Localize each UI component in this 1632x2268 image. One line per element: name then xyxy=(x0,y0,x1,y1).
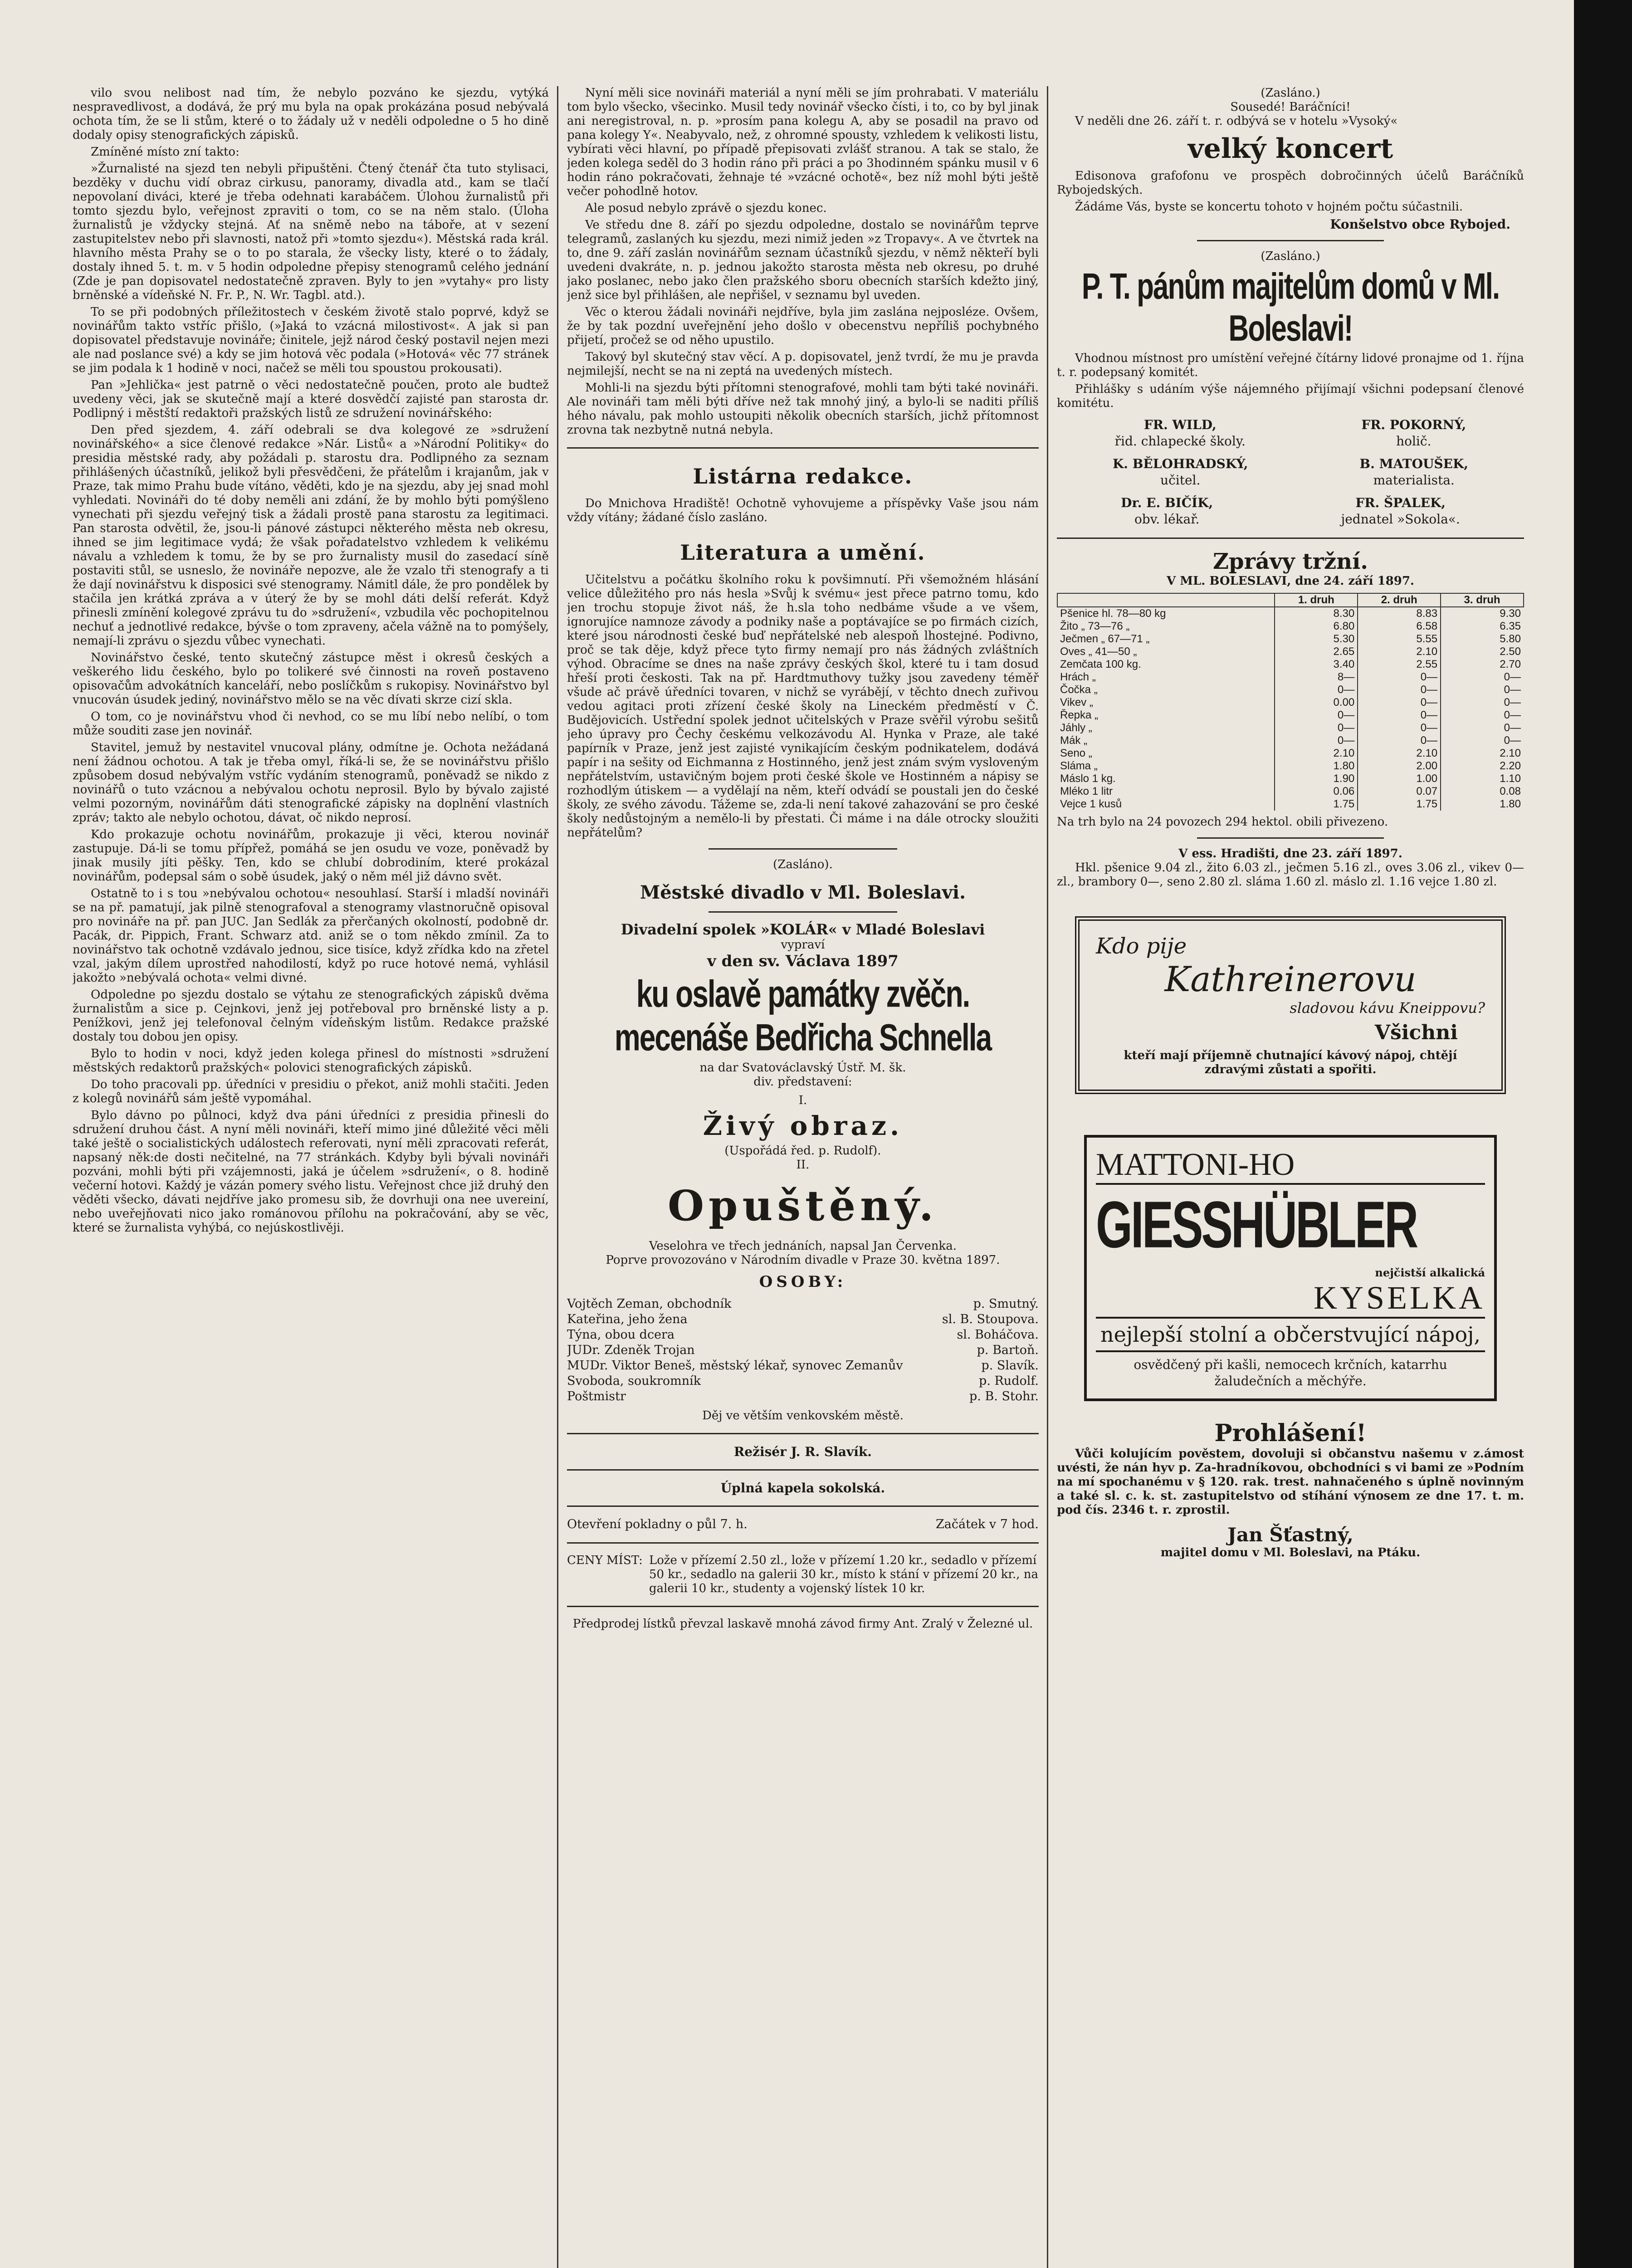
literatura-heading: Literatura a umění. xyxy=(680,540,926,565)
committee-member xyxy=(1115,417,1246,450)
market-price: 0— xyxy=(1441,684,1524,696)
member-role: řid. chlapecké školy. xyxy=(1114,434,1246,449)
article-paragraph: O tom, co je novinářstvu vhod či nevhod, co se mu líbí nebo nelíbí, o tom může souditi zase jen novinář. xyxy=(73,710,549,738)
divider xyxy=(1197,240,1384,241)
article-paragraph: Bylo dávno po půlnoci, když dva páni úředníci z presidia přinesli do sdružení druhou část. A nyní měli novináři, kteří mimo jiné důležité věci měli také ještě o socialistických událostech referovati, nyní měli zpracovati referát, napsaný něk:de dosti nečitelné, na 77 stránkách. Kdyby byli bývali novináři pozváni, mohli býti při vzájemnosti, jaká je účelem »sdružení«, o 8. hodině večerní hotovi. Každý je vázán pomery svého listu. Veřejnost chce již druhý den věděti všecko, dávati nejdříve jako promesu sib, že dovrhuji ona nee uvereiní, nebo uveřejňovati nico jako románovou přílohu na pokračování, aby se věc, které se žurnalista vyhýbá, co nejúskostlivěji. xyxy=(73,1109,549,1235)
divider xyxy=(709,848,897,850)
market-price: 0.07 xyxy=(1358,785,1441,798)
owners-title: P. T. pánům majitelům domů v Ml. Boleslavi! xyxy=(1081,266,1500,349)
market-row xyxy=(1057,760,1524,772)
member-role: učitel. xyxy=(1160,473,1201,488)
market-commodity: Pšenice hl. 78—80 kg xyxy=(1060,607,1166,620)
zaslano-label: (Zasláno). xyxy=(773,858,833,871)
part2-desc: Veselohra ve třech jednáních, napsal Jan Červenka. xyxy=(649,1239,957,1253)
market-price: 2.50 xyxy=(1441,645,1524,658)
market-price: 0— xyxy=(1441,709,1524,722)
signature: Jan Šťastný, xyxy=(1227,1524,1353,1546)
market-price: 5.55 xyxy=(1358,633,1441,645)
market-commodity: Oves „ 41—50 „ xyxy=(1060,645,1137,658)
theatre-div: div. představení: xyxy=(753,1075,852,1089)
member-name: Dr. E. BIČÍK, xyxy=(1121,495,1213,510)
market-price: 0— xyxy=(1275,722,1358,734)
committee-row xyxy=(1057,456,1524,489)
market-row xyxy=(1057,607,1524,620)
committee-member xyxy=(1361,417,1466,450)
market-price: 0.08 xyxy=(1441,785,1524,798)
market-price: 6.35 xyxy=(1441,620,1524,633)
member-role: holič. xyxy=(1396,434,1432,449)
cast-role: Poštmistr xyxy=(567,1389,626,1403)
zacatek: Začátek v 7 hod. xyxy=(936,1517,1039,1531)
market-price: 1.75 xyxy=(1275,798,1358,811)
market-price: 0— xyxy=(1358,671,1441,684)
market-price: 0— xyxy=(1358,709,1441,722)
theatre-society: Divadelní spolek »KOLÁR« v Mladé Boleslavi xyxy=(621,921,985,938)
part1-title: Živý obraz. xyxy=(703,1110,903,1141)
market-price: 8.30 xyxy=(1275,607,1358,620)
mattoni-slogan: nejlepší stolní a občerstvující nápoj, xyxy=(1096,1317,1485,1352)
market-commodity: Čočka „ xyxy=(1060,684,1098,696)
market-price: 0— xyxy=(1275,709,1358,722)
market-price: 0— xyxy=(1358,696,1441,709)
mattoni-ad xyxy=(1084,1135,1497,1401)
market-header xyxy=(1057,593,1275,607)
member-name: FR. ŠPALEK, xyxy=(1355,495,1446,510)
market-price: 0— xyxy=(1358,722,1441,734)
committee-member xyxy=(1121,495,1213,528)
mattoni-text: osvědčený při kašli, nemocech krčních, katarrhu žaludečních a měchýře. xyxy=(1134,1357,1447,1388)
column-3 xyxy=(1057,86,1524,2268)
cast-role: JUDr. Zdeněk Trojan xyxy=(567,1343,695,1357)
ceny-text: Lože v přízemí 2.50 zl., lože v přízemí 1.20 kr., sedadlo v přízemí 50 kr., sedadlo na galerii 30 kr., místo k stání v přízemí 20 kr., na galerii 10 kr., studenty a vojenský lístek 10 kr. xyxy=(649,1554,1039,1595)
market-price: 0— xyxy=(1358,734,1441,747)
mattoni-tag: nejčistší alkalická xyxy=(1375,1266,1485,1279)
theatre-vypravi: vypraví xyxy=(781,938,825,952)
market-commodity: Vejce 1 kusů xyxy=(1060,798,1122,810)
market-row xyxy=(1057,671,1524,684)
market-price: 0— xyxy=(1441,696,1524,709)
prices xyxy=(567,1554,1039,1596)
market-price: 5.80 xyxy=(1441,633,1524,645)
article-paragraph: Pan »Jehlička« jest patrně o věci nedostatečně poučen, proto ale budtež uvedeny věci, jak se skutečně mají a které dosvědčí zajisté pan starosta dr. Podlipný i městští redaktoři pražských listů ze sdružení novinářského: xyxy=(73,378,549,420)
market-price: 8.83 xyxy=(1358,607,1441,620)
mattoni-kyselka: KYSELKA xyxy=(1314,1280,1485,1316)
market-price: 2.10 xyxy=(1358,747,1441,760)
market-price: 1.75 xyxy=(1358,798,1441,811)
market-price: 2.70 xyxy=(1441,658,1524,671)
coffee-line2: sladovou kávu Kneippovu? xyxy=(1290,999,1485,1017)
part1-sub: (Uspořádá řed. p. Rudolf). xyxy=(724,1144,881,1158)
market-commodity: Řepka „ xyxy=(1060,709,1099,721)
coffee-all: Všichni xyxy=(1374,1021,1458,1044)
time-row xyxy=(567,1517,1039,1532)
committee-row xyxy=(1057,417,1524,450)
market-subtitle: V ML. BOLESLAVI, dne 24. září 1897. xyxy=(1167,574,1414,588)
cast-row xyxy=(567,1389,1039,1404)
market-commodity: Žito „ 73—76 „ xyxy=(1060,620,1130,632)
theatre-dar: na dar Svatováclavský Ústř. M. šk. xyxy=(699,1061,906,1075)
divider xyxy=(567,1433,1039,1434)
article-paragraph: To se při podobných příležitostech v českém životě stalo poprvé, když se novinářům takto vstříc přišlo, (»Jaká to vzácná milostivost«. A jak si pan dopisovatel představuje novináře; činitele, jejž národ český postavil nejen mezi ale nad poslance své) a kdy se jim hotová věc podala (»Hotová« věc 77 stránek se jim podala k 1 hodině v noci, načež se měli tou spoustou prokousati). xyxy=(73,305,549,375)
member-name: FR. POKORNÝ, xyxy=(1361,417,1466,432)
divider xyxy=(567,1542,1039,1544)
column-divider xyxy=(1047,86,1048,2268)
member-name: B. MATOUŠEK, xyxy=(1359,456,1469,471)
market-commodity: Seno „ xyxy=(1060,747,1092,759)
zaslano-label: (Zasláno.) xyxy=(1261,249,1320,263)
market-row xyxy=(1057,684,1524,696)
cast-actor: p. B. Stohr. xyxy=(969,1389,1039,1403)
theatre-date: v den sv. Václava 1897 xyxy=(707,952,899,970)
article-paragraph: Ale posud nebylo zprávě o sjezdu konec. xyxy=(585,201,827,215)
cast-row xyxy=(567,1343,1039,1358)
committee-member xyxy=(1359,456,1468,489)
theatre-title: Městské divadlo v Ml. Boleslavi. xyxy=(640,882,966,903)
column-2 xyxy=(567,86,1039,2268)
market-price: 0— xyxy=(1441,722,1524,734)
market-header: 1. druh xyxy=(1275,593,1358,607)
market-price: 6.58 xyxy=(1358,620,1441,633)
column-2-article xyxy=(567,86,1039,437)
article-paragraph: Zmíněné místo zní takto: xyxy=(91,145,239,159)
cast-role: Týna, obou dcera xyxy=(567,1328,675,1342)
kapela: Úplná kapela sokolská. xyxy=(720,1481,885,1496)
article-paragraph: Odpoledne po sjezdu dostalo se výtahu ze stenografických zápisků dvěma žurnalistům a sice p. Cejnkovi, jenž jej potřeboval pro brněnské listy a p. Penížkovi, jenž jej telefonoval čelným vídeňským listům. Redakce pražské dostaly tou dobou jen opisy. xyxy=(73,988,549,1044)
market-price: 0— xyxy=(1441,734,1524,747)
divider xyxy=(1197,837,1384,839)
market-price: 2.20 xyxy=(1441,760,1524,772)
market-table xyxy=(1057,593,1524,811)
divider xyxy=(567,447,1039,449)
market-title: Zprávy tržní. xyxy=(1212,549,1368,574)
market-price: 2.10 xyxy=(1441,747,1524,760)
market-price: 2.55 xyxy=(1358,658,1441,671)
market-commodity: Zemčata 100 kg. xyxy=(1060,658,1141,670)
market-price: 1.80 xyxy=(1275,760,1358,772)
cast-role: Svoboda, soukromník xyxy=(567,1374,701,1388)
article-paragraph: »Žurnalisté na sjezd ten nebyli připuštěni. Čtený čtenář čta tuto stylisaci, bezděky v duchu vidí obraz cirkusu, panoramy, divadla atd., kam se tlačí nepovolaní diváci, které je třeba odehnati karabáčem. Úlohou žurnalistů při tomto sjezdu bylo, veřejnost zpraviti o tom, co se na něm stalo. (Úloha žurnalistů je vždycky stejná. Ať na sněmě nebo na táboře, at v sezení zastupitelstev nebo při slavnosti, natož při »tomto sjezdu«). Městská rada král. hlavního města Prahy se o to po starala, že všecky listy, které o to žádaly, dostaly ihned 5. t. m. v 5 hodin odpoledne přepisy stenogramů celého jednání (Zde je pan dopisovatel nedostatečně zpraven. Byly to jen »vytahy« pro listy brněnské a vídeňské N. Fr. P., N. Wr. Tagbl. atd.). xyxy=(73,162,549,302)
part2-title: Opuštěný. xyxy=(668,1181,938,1230)
market-row xyxy=(1057,658,1524,671)
market-price: 3.40 xyxy=(1275,658,1358,671)
market-price: 0— xyxy=(1441,671,1524,684)
article-paragraph: vilo svou nelibost nad tím, že nebylo pozváno ke sjezdu, vytýká nespravedlivost, a dodává, že prý mu byla na opak prokázána posud nebývalá ochota tím, že se li stům, které o to žádaly už v neděli odpoledne o 5 ho dině dodaly opisy stenografických zápisků. xyxy=(73,86,549,142)
market-row xyxy=(1057,734,1524,747)
market-commodity: Vikev „ xyxy=(1060,696,1093,709)
market-price: 0— xyxy=(1358,684,1441,696)
market-row xyxy=(1057,620,1524,633)
market-row xyxy=(1057,747,1524,760)
prohlaseni-text: Vůči kolujícím pověstem, dovoluji si občanstvu našemu v z.ámost uvésti, že nán hyv p. Za-hradníkovou, obchodníci s vi bami ze »Podním na mí spochanému v § 120. rak. trest. nahnačeného s úplně novinným a také sl. c. k. st. zastupitelstvo od stíhání výnosem ze dne 17. t. m. pod čís. 2346 t. r. zprostil. xyxy=(1057,1447,1524,1517)
theatre-occasion: ku oslavě památky zvěčn. mecenáše Bedřicha Schnella xyxy=(614,973,992,1059)
market-price: 2.10 xyxy=(1275,747,1358,760)
market-commodity: Ječmen „ 67—71 „ xyxy=(1060,633,1150,645)
zaslano-label: (Zasláno.) xyxy=(1261,86,1320,100)
kathreiner-ad xyxy=(1075,916,1506,1094)
market-price: 0— xyxy=(1275,684,1358,696)
market-price: 0.06 xyxy=(1275,785,1358,798)
divider xyxy=(1057,538,1524,539)
konselstvo: Konšelstvo obce Rybojed. xyxy=(1330,217,1510,232)
member-name: K. BĚLOHRADSKÝ, xyxy=(1112,456,1248,471)
article-paragraph: Ostatně to i s tou »nebývalou ochotou« nesouhlasí. Starší i mladší novináři se na př. pamatují, jak pilně stenografoval a stenogramy vlastnoručně opisoval pro novináře na př. pan JUC. Jan Sedlák za přerčaných okolností, podobně dr. Pacák, dr. Pippich, Frant. Schwarz atd. aniž se o tom někdo zmínil. Za to novinářstvo tak ochotně vzdávalo jednou, sice tisíce, když zřídka kdo na zřetel vzal, jakým dílem uprostřed nahodilostí, když po ruce hotové nemá, vyhlásil jakožto »nebývalá ochota« velmi divné. xyxy=(73,887,549,985)
part2-number: II. xyxy=(796,1158,810,1172)
market-row xyxy=(1057,785,1524,798)
market-commodity: Mák „ xyxy=(1060,734,1087,747)
divider xyxy=(567,1606,1039,1607)
osoby-title: OSOBY: xyxy=(759,1273,847,1291)
scan-edge xyxy=(1574,0,1632,2268)
coffee-line1: Kdo pije xyxy=(1096,934,1187,959)
article-paragraph: Mohli-li na sjezdu býti přítomni stenografové, mohli tam býti také novináři. Ale novináři tam měli býti dříve než tak mnohý jiný, a bylo-li se naditi příliš hého návalu, pak mohlo ustoupiti několik obecních starších, jichž přítomnost zrovna tak nezbytně nutná nebyla. xyxy=(567,381,1039,437)
market-price: 0.00 xyxy=(1275,696,1358,709)
cast-actor: p. Smutný. xyxy=(973,1297,1039,1311)
market-header: 2. druh xyxy=(1358,593,1441,607)
article-paragraph: Stavitel, jemuž by nestavitel vnucoval plány, odmítne je. Ochota nežádaná není žádnou ochotou. A tak je třeba omyl, říká-li se, že se novinářstvu přišlo způsobem dosud nebývalým vstříc vydáním stenogramů, poněvadž se nikdo z novinářů o tuto vzácnou a nebývalou ochotu neprosil. Bylo by bývalo zajisté velmi pozorným, novinářům dáti stenografické zápisky na doplnění vlastních zpráv; takto ale nebylo ochotou, dávat, oč nikdo neprosí. xyxy=(73,741,549,825)
committee-member xyxy=(1113,456,1248,489)
cast-actor: p. Rudolf. xyxy=(979,1374,1039,1388)
koncert-text: Edisonova grafofonu ve prospěch dobročinných účelů Baráčníků Rybojedských. xyxy=(1057,169,1524,197)
signature-role: majitel domu v Ml. Boleslavi, na Ptáku. xyxy=(1160,1546,1421,1559)
market-row xyxy=(1057,722,1524,734)
cast-row xyxy=(567,1327,1039,1343)
article-paragraph: Ve středu dne 8. září po sjezdu odpoledne, dostalo se novinářům teprve telegramů, zaslaných ku sjezdu, mezi nimiž jeden »z Tropavy«. A ve čtvrtek na to, dne 9. září zaslán novinářům seznam účastníků sjezdu, v němž někteří byli uvedeni dvakráte, n. p. jednou jakožto starosta města neb okresu, po druhé jako poslanec, nebo jako člen pražského sboru obecních starších kdežto jiný, jenž sice byl přihlášen, ale nepřišel, v seznamu byl uveden. xyxy=(567,218,1039,302)
committee-row xyxy=(1057,495,1524,528)
market2-title: V ess. Hradišti, dne 23. září 1897. xyxy=(1178,847,1402,860)
market-price: 9.30 xyxy=(1441,607,1524,620)
rezie: Režisér J. R. Slavík. xyxy=(733,1444,872,1459)
market-price: 2.65 xyxy=(1275,645,1358,658)
market-price: 0— xyxy=(1275,734,1358,747)
coffee-brand: Kathreinerovu xyxy=(1164,959,1417,999)
koncert-invite: Žádáme Vás, byste se koncertu tohoto v hojném počtu súčastnili. xyxy=(1075,200,1463,214)
market-header: 3. druh xyxy=(1441,593,1524,607)
listarna-text: Do Mnichova Hradiště! Ochotně vyhovujeme a příspěvky Vaše jsou nám vždy vítány; žádané číslo zasláno. xyxy=(567,497,1039,524)
mattoni-brand: GIESSHÜBLER xyxy=(1096,1188,1417,1262)
column-1 xyxy=(73,86,549,2268)
market-price: 2.00 xyxy=(1358,760,1441,772)
owners-text: Vhodnou místnost pro umístění veřejné čítárny lidové pronajme od 1. října t. r. podepsaný komitét. xyxy=(1057,352,1524,379)
cast-actor: sl. Boháčova. xyxy=(957,1328,1039,1342)
market2-text: Hkl. pšenice 9.04 zl., žito 6.03 zl., ječmen 5.16 zl., oves 3.06 zl., vikev 0— zl., brambory 0—, seno 2.80 zl. sláma 1.60 zl. máslo zl. 1.16 vejce 1.80 zl. xyxy=(1057,861,1524,889)
article-paragraph: Kdo prokazuje ochotu novinářům, prokazuje ji věci, kterou novinář zastupuje. Dá-li se tomu přípřež, pomáhá se jen osudu ve voze, poněvadž by jinak musily jíti pěšky. Ten, kdo se chlubí dobrodiním, které prokázal novinářům, podepsal sám o sobě úsudek, jaký o něm mél již dávno svět. xyxy=(73,828,549,884)
prohlaseni-title: Prohlášení! xyxy=(1214,1419,1367,1447)
article-paragraph: Bylo to hodin v noci, když jeden kolega přinesl do místnosti »sdružení městských redaktorů pražských« polovici stenografických zápisků. xyxy=(73,1047,549,1075)
market-row xyxy=(1057,645,1524,658)
divider xyxy=(709,911,897,913)
literatura-text: Učitelstvu a počátku školního roku k povšimnutí. Při všemožném hlásání velice důležitého pro nás hesla »Svůj k svému« jest přece patrno tomu, kdo jen trochu stopuje život náš, že h.sla toho nedbáme všude a ve všem, ignorujíce namnoze závody a podniky naše a poptávajíce se po firmách cizích, které jsou národnosti české buď nepřátelské neb alespoň lhostejné. Podivno, proč se tak děje, když přece tyto firmy nemají pro nás žádných zvláštních výhod. Obracíme se dnes na naše zprávy českých škol, které tu i tam dosud hřeší proti českosti. Tak na př. Hardtmuthovy tužky jsou zavedeny téměř všude ač právě úředníci tovaren, v nichž se vyrábějí, v těchto dnech zuřivou vedou agitaci proti zřízení české školy na Lineckém předměstí v Č. Budějovicích. Ustřední spolek jednot učitelských v Praze svěřil výrobu sešitů jeho úpravy pro Čechy českému velkozávodu Al. Hynka v Praze, ale také papírník v Praze, jenž jest zajisté vynikajícím českým podnikatelem, dodává papír i na sešity od Eichmanna z Hostinného, jenž jest znám svým vysloveným nepřátelstvím, ustavičným bojem proti české škole ve Hostinném a nápisy se rozhodlým útiskem — a vydělají na něm, kteří odvádí se poustali jen do české školy, ze svého závodu. Tážeme se, zda-li není takové zahazování se pro české školy nedůstojným a nemělo-li by přestati. Či máme i na dále otrocky sloužiti nepřátelům? xyxy=(567,573,1039,840)
ceny-label: CENY MÍST: xyxy=(567,1554,643,1567)
cast-list xyxy=(567,1296,1039,1404)
part2-premiere: Poprve provozováno v Národním divadle v Praze 30. května 1897. xyxy=(606,1253,1000,1267)
committee xyxy=(1057,417,1524,528)
market-price: 5.30 xyxy=(1275,633,1358,645)
koncert-title: velký koncert xyxy=(1187,133,1393,165)
pokladna: Otevření pokladny o půl 7. h. xyxy=(567,1517,748,1531)
cast-row xyxy=(567,1374,1039,1389)
article-paragraph: Do toho pracovali pp. úředníci v presidiu o překot, aniž mohli stačiti. Jeden z kolegů novinářů sám ještě vypomáhal. xyxy=(73,1078,549,1105)
cast-role: Vojtěch Zeman, obchodník xyxy=(567,1297,732,1311)
owners-text2: Přihlášky s udáním výše nájemného přijímají všichni podepsaní členové komitétu. xyxy=(1057,382,1524,410)
coffee-text: kteří mají příjemně chutnající kávový nápoj, chtějí zdravými zůstati a spořiti. xyxy=(1124,1049,1457,1076)
article-paragraph: Novinářstvo české, tento skutečný zástupce měst i okresů českých a veškerého lidu českého, bylo po tolikeré své činnosti na roveň postaveno opisovačům advokátních kanceláří, nebo poslíčkům s rukopisy. Novinářstvo byl vnucován úsudek jediný, novinářstvo mělo se na věc dívati skrze cizí skla. xyxy=(73,651,549,707)
member-role: materialista. xyxy=(1373,473,1455,488)
cast-row xyxy=(567,1312,1039,1327)
cast-actor: sl. B. Stoupova. xyxy=(942,1312,1039,1326)
article-paragraph: Takový byl skutečný stav věcí. A p. dopisovatel, jenž tvrdí, že mu je pravda nejmilejší, necht se na ni zeptá na uvedených místech. xyxy=(567,350,1039,378)
market-price: 1.00 xyxy=(1358,772,1441,785)
cast-row xyxy=(567,1296,1039,1312)
market-commodity: Sláma „ xyxy=(1060,760,1098,772)
market-price: 1.90 xyxy=(1275,772,1358,785)
article-paragraph: Nyní měli sice novináři materiál a nyní měli se jím prohrabati. V materiálu tom bylo všecko, všecinko. Musil tedy novinář všecko čísti, i to, co by byl jinak ani neregistroval, n. p. »prosím pana kolegu A, aby se posadil na pravo od pana kolegy Y«. Neabyvalo, než, z ohromné spousty, vzhledem k velikosti listu, vybírati věci hlavní, po případě přepisovati zvlášť stranou. A tak se stalo, že jeden kolega seděl do 3 hodin ráno při práci a po 3hodinném spánku musil v 6 hodin ráno pokračovati, žehnaje té »vzácné ochotě«, bez níž mohl býti ještě večer pohodlně hotov. xyxy=(567,86,1039,198)
article-paragraph: Věc o kterou žádali novináři nejdříve, byla jim zaslána nejposléze. Ovšem, že by tak pozdní uveřejnění jeho došlo v obecenstvu nepříliš pochybného přijetí, pročež se od něho upustilo. xyxy=(567,305,1039,347)
market-row xyxy=(1057,798,1524,811)
market-price: 6.80 xyxy=(1275,620,1358,633)
column-divider xyxy=(557,86,558,2268)
listarna-heading: Listárna redakce. xyxy=(693,464,913,489)
predprodej: Předprodej lístků převzal laskavě mnohá závod firmy Ant. Zralý v Železné ul. xyxy=(572,1617,1033,1631)
market-row xyxy=(1057,696,1524,709)
market-price: 1.10 xyxy=(1441,772,1524,785)
market-price: 8— xyxy=(1275,671,1358,684)
member-role: jednatel »Sokola«. xyxy=(1341,512,1460,527)
member-role: obv. lékař. xyxy=(1134,512,1200,527)
market-commodity: Mléko 1 litr xyxy=(1060,785,1113,797)
market-row xyxy=(1057,772,1524,785)
market-commodity: Jáhly „ xyxy=(1060,722,1092,734)
cast-row xyxy=(567,1358,1039,1374)
koncert-intro: V neděli dne 26. září t. r. odbývá se v hotelu »Vysoký« xyxy=(1075,114,1398,128)
market-row xyxy=(1057,633,1524,645)
member-name: FR. WILD, xyxy=(1143,417,1217,432)
part1-number: I. xyxy=(798,1094,807,1107)
mattoni-line1: MATTONI-HO xyxy=(1096,1147,1485,1185)
market-row xyxy=(1057,709,1524,722)
market-commodity: Hrách „ xyxy=(1060,671,1096,683)
cast-actor: p. Bartoň. xyxy=(977,1343,1039,1357)
cast-role: MUDr. Viktor Beneš, městský lékař, synovec Zemanův xyxy=(567,1359,903,1373)
market-note: Na trh bylo na 24 povozech 294 hektol. obili přivezeno. xyxy=(1057,815,1388,829)
divider xyxy=(567,1469,1039,1471)
cast-actor: p. Slavík. xyxy=(981,1359,1039,1373)
market-price: 1.80 xyxy=(1441,798,1524,811)
scene-note: Děj ve větším venkovském městě. xyxy=(702,1409,904,1422)
market-commodity: Máslo 1 kg. xyxy=(1060,772,1116,785)
cast-role: Kateřina, jeho žena xyxy=(567,1312,688,1326)
greeting: Sousedé! Baráčníci! xyxy=(1230,100,1351,114)
committee-member xyxy=(1341,495,1460,528)
article-paragraph: Den před sjezdem, 4. září odebrali se dva kolegové ze »sdružení novinářského« a sice členové redakce »Nár. Listů« a »Národní Politiky« do presidia městské rady, aby požádali p. starostu dra. Podlipného za seznam přihlášených účastníků, jelikož byli přesvědčeni, že přátelům i krajanům, jak v Praze, tak mimo Prahu bude vítáno, věděti, kdo je na sjezdu, aby jej snad mohl vyhledati. Novináři do té doby neměli ani zdání, že by mohlo býti pomýšleno vynechati při sjezdu veřejný tisk a žádali prostě pana starostu za legitimaci. Pan starosta odvětil, že, jsou-li pánové zástupci některého města neb okresu, ihned se jim legitimace vydá; že však pořadatelstvo vzhledem k velikému návalu a vzhledem k tomu, že by se pro žurnalisty musil do zasedací síně postaviti stůl, se usneslo, že novináře nepozve, ale že vzalo tři stenografy a ti že dají novinářstvu k disposici své stenogramy. Námitl dále, že pro pondělek by stačila jen krátká zpráva a v úterý že by se mohl dáti delší referát. Když přinesli zmínění kolegové zprávu tu do »sdružení«, vzbudila věc pochopitelnou nechuť a jednotlivé redakce, bývše o tom zpraveny, ačela vážně na to pomýšely, nemají-li zprávu o sjezdu vůbec vynechati. xyxy=(73,423,549,648)
market-price: 2.10 xyxy=(1358,645,1441,658)
divider xyxy=(567,1505,1039,1507)
